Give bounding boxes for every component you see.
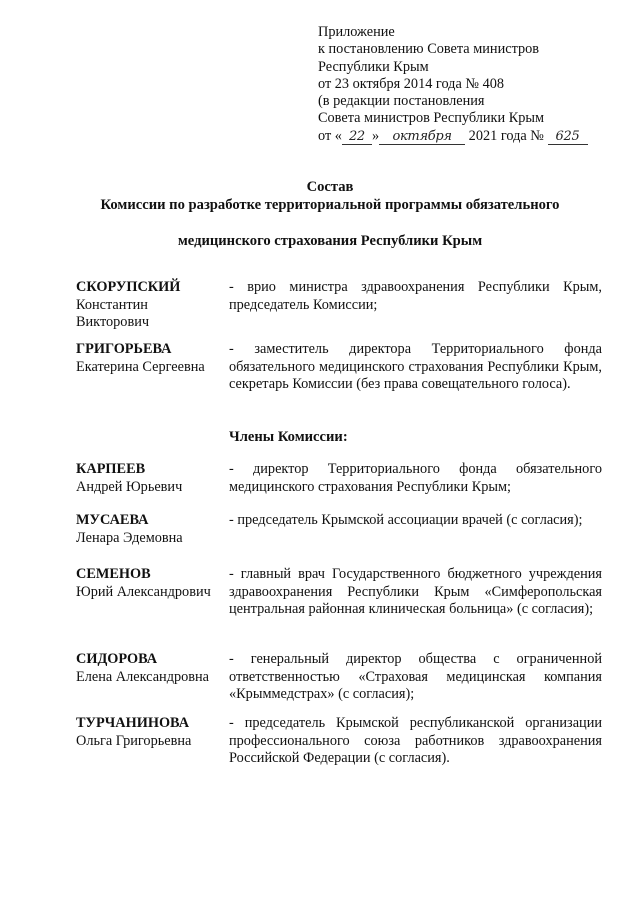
person-name — [76, 512, 226, 547]
person-given-name: Ленара Эдемовна — [76, 529, 183, 546]
heading-word: Состав — [306, 179, 354, 195]
handwritten-month: октября — [379, 130, 465, 145]
person-surname: КАРПЕЕВ — [76, 461, 146, 477]
annex-line: Совета министров Республики Крым — [318, 110, 545, 127]
person-role: - главный врач Государственного бюджетного учреждения здравоохранения Республики Крым «Симферопольская центральная районная клиническая больница» (с согласия); — [229, 566, 602, 617]
person-name — [76, 651, 226, 686]
person-given-name: Андрей Юрьевич — [76, 478, 183, 495]
person-given-name: Елена Александровна — [76, 668, 210, 685]
annex-line: от 23 октября 2014 года № 408 — [318, 75, 505, 92]
person-given-name: Юрий Александрович — [76, 583, 211, 600]
heading-line2: медицинского страхования Республики Крым — [177, 233, 483, 249]
person-name — [76, 461, 226, 496]
date-mid: » — [371, 127, 380, 144]
person-name — [76, 341, 226, 376]
person-name — [76, 566, 226, 601]
annex-block — [318, 24, 618, 145]
person-name — [76, 279, 226, 332]
person-role: - председатель Крымской ассоциации врачей (с согласия); — [229, 512, 583, 528]
handwritten-number: 625 — [548, 130, 588, 145]
heading-line1: Комиссии по разработке территориальной программы обязательного — [100, 197, 560, 213]
person-role: - генеральный директор общества с ограниченной ответственностью «Страховая медицинская компания «Крыммедстрах» (с согласия); — [229, 651, 602, 702]
person-given-name: Екатерина Сергеевна — [76, 358, 205, 375]
annex-line: к постановлению Совета министров — [318, 41, 540, 58]
person-surname: ТУРЧАНИНОВА — [76, 715, 190, 731]
handwritten-day: 22 — [342, 130, 372, 145]
date-year-text: 2021 года № — [468, 127, 544, 144]
person-role: - врио министра здравоохранения Республики Крым, председатель Комиссии; — [229, 279, 602, 313]
annex-line: (в редакции постановления — [318, 93, 485, 110]
person-role: - председатель Крымской республиканской организации профессионального союза работников здравоохранения Российской Федерации (с согласия). — [229, 715, 602, 766]
person-surname: СЕМЕНОВ — [76, 566, 151, 582]
person-patronymic: Викторович — [76, 314, 150, 330]
person-role: - заместитель директора Территориального фонда обязательного медицинского страхования Республики Крым, секретарь Комиссии (без права совещательного голоса). — [229, 341, 602, 392]
person-surname: СКОРУПСКИЙ — [76, 279, 181, 295]
members-heading: Члены Комиссии: — [229, 429, 348, 445]
person-name — [76, 715, 226, 750]
person-surname: МУСАЕВА — [76, 512, 149, 528]
date-prefix: от « — [318, 127, 342, 144]
person-given-name: Константин — [76, 296, 148, 313]
person-role: - директор Территориального фонда обязательного медицинского страхования Республики Крым; — [229, 461, 602, 495]
annex-line: Республики Крым — [318, 58, 429, 75]
person-surname: СИДОРОВА — [76, 651, 158, 667]
person-given-name: Ольга Григорьевна — [76, 732, 192, 749]
annex-date-line — [318, 128, 618, 145]
person-surname: ГРИГОРЬЕВА — [76, 341, 172, 357]
annex-line: Приложение — [318, 24, 395, 40]
